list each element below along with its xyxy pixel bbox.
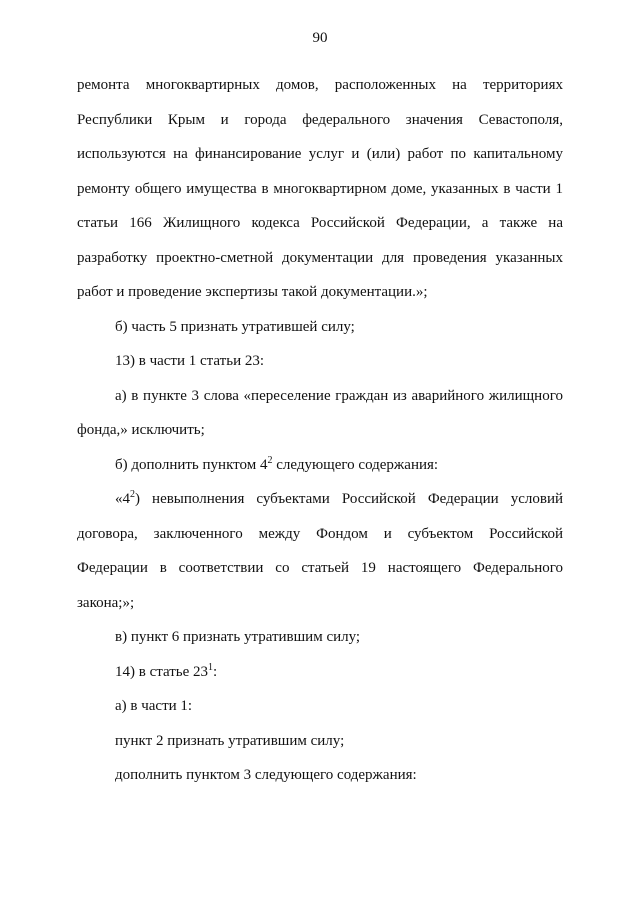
superscript: 1	[208, 661, 214, 673]
text-run: б) дополнить пунктом 4	[115, 456, 268, 473]
text-line: ремонту общего имущества в многоквартирном доме, указанных в части 1	[77, 180, 563, 197]
superscript: 2	[267, 454, 273, 466]
text-line: Федерации в соответствии со статьей 19 настоящего Федерального	[77, 560, 563, 576]
text-line: статьи 166 Жилищного кодекса Российской Федерации, а также на	[77, 215, 563, 231]
paragraph: дополнить пунктом 3 следующего содержания:	[115, 767, 417, 783]
text-run: «4	[115, 491, 130, 507]
text-run: 14) в статье 23	[115, 663, 209, 680]
text-line: ремонта многоквартирных домов, расположенных на территориях	[77, 77, 563, 93]
paragraph: в) пункт 6 признать утратившим силу;	[115, 629, 361, 645]
text-run: ) невыполнения субъектами Российской Федерации условий	[135, 491, 563, 507]
superscript: 2	[130, 489, 135, 500]
text-line: разработку проектно-сметной документации для проведения указанных	[77, 249, 563, 266]
page-number: 90	[312, 30, 328, 46]
text-run: следующего содержания:	[272, 456, 439, 473]
text-line: фонда,» исключить;	[77, 422, 205, 438]
paragraph: а) в части 1:	[115, 698, 193, 714]
text-line	[77, 482, 563, 517]
text-line: работ и проведение экспертизы такой документации.»;	[77, 284, 428, 300]
text-run: :	[213, 663, 218, 680]
paragraph	[77, 448, 563, 483]
text-line: а) в пункте 3 слова «переселение граждан из аварийного жилищного	[115, 387, 563, 404]
paragraph: 13) в части 1 статьи 23:	[115, 353, 265, 369]
paragraph	[77, 655, 563, 690]
text-line: Республики Крым и города федерального значения Севастополя,	[77, 111, 563, 128]
paragraph: б) часть 5 признать утратившей силу;	[115, 318, 355, 335]
text-line: договора, заключенного между Фондом и субъектом Российской	[77, 525, 563, 542]
document-body	[77, 68, 563, 793]
text-line: закона;»;	[77, 594, 135, 611]
text-line: используются на финансирование услуг и (или) работ по капитальному	[77, 146, 563, 162]
paragraph: пункт 2 признать утратившим силу;	[115, 732, 345, 749]
